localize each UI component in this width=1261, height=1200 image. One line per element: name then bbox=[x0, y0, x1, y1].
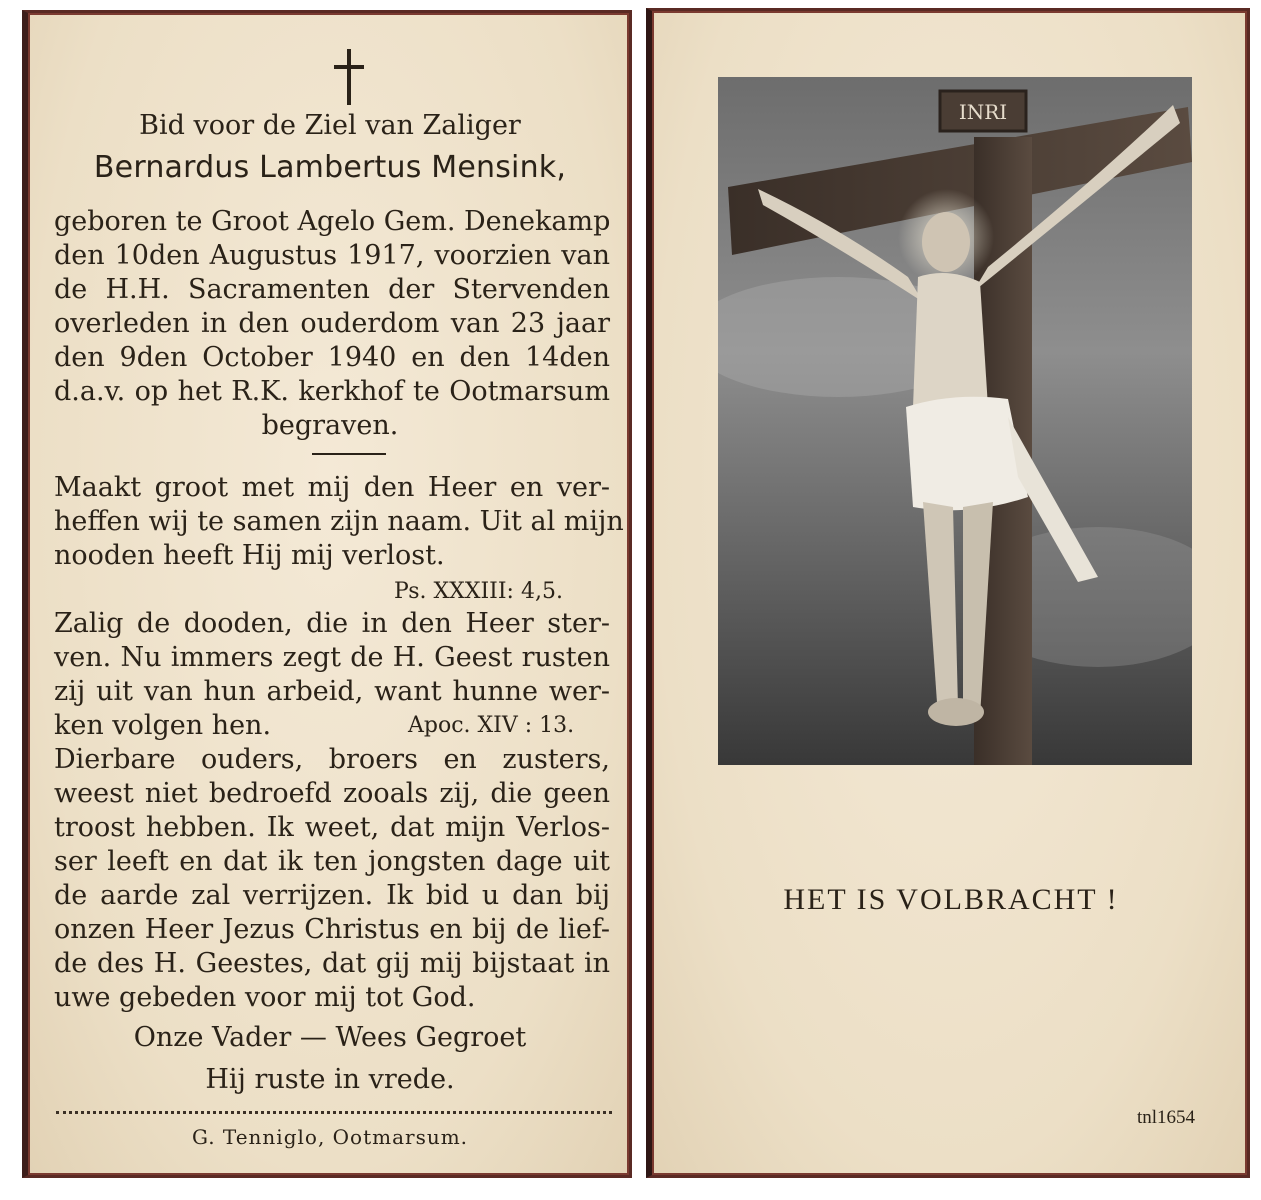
prayer-line: troost hebben. Ik weet, dat mijn Verlos- bbox=[54, 812, 610, 843]
psalm-line: Maakt groot met mij den Heer en ver- bbox=[54, 472, 610, 503]
psalm-reference: Ps. XXXIII: 4,5. bbox=[394, 579, 563, 604]
apoc-line-last: ken volgen hen. bbox=[54, 710, 272, 741]
prayer-line: ser leeft en dat ik ten jongsten dage uit bbox=[54, 846, 610, 877]
bio-line: d.a.v. op het R.K. kerkhof te Ootmarsum bbox=[54, 376, 610, 407]
prayer-line: onzen Heer Jezus Christus en bij de lief- bbox=[54, 914, 610, 945]
apoc-line: ven. Nu immers zegt de H. Geest rusten bbox=[54, 642, 610, 673]
rest-in-peace: Hij ruste in vrede. bbox=[205, 1064, 455, 1095]
bio-line: den 9den October 1940 en den 14den bbox=[54, 342, 610, 373]
memorial-card-image bbox=[646, 8, 1250, 1178]
psalm-line-last: nooden heeft Hij mij verlost. bbox=[54, 540, 445, 571]
divider bbox=[312, 453, 386, 455]
apoc-reference: Apoc. XIV : 13. bbox=[408, 713, 575, 738]
printer-credit: G. Tenniglo, Ootmarsum. bbox=[191, 1125, 469, 1149]
prayer-line-last: uwe gebeden voor mij tot God. bbox=[54, 982, 476, 1013]
archive-id: tnl1654 bbox=[1136, 1107, 1195, 1128]
prayer-line: de aarde zal verrijzen. Ik bid u dan bij bbox=[54, 880, 610, 911]
bio-line-last: begraven. bbox=[261, 410, 399, 441]
deceased-name: Bernardus Lambertus Mensink, bbox=[93, 150, 567, 185]
closing-prayers: Onze Vader — Wees Gegroet bbox=[133, 1022, 527, 1053]
dotted-divider bbox=[56, 1111, 612, 1114]
cross-icon bbox=[334, 49, 364, 105]
bio-line: geboren te Groot Agelo Gem. Denekamp bbox=[54, 206, 611, 237]
prayer-line: de des H. Geestes, dat gij mij bijstaat in bbox=[54, 948, 610, 979]
crucifix-image bbox=[718, 77, 1192, 765]
prayer-line: Dierbare ouders, broers en zusters, bbox=[54, 744, 610, 775]
prayer-line: weest niet bedroefd zooals zij, die geen bbox=[54, 778, 610, 809]
bio-line: den 10den Augustus 1917, voorzien van bbox=[54, 240, 610, 271]
psalm-line: heffen wij te samen zijn naam. Uit al mijn bbox=[54, 506, 624, 537]
inri-plaque: INRI bbox=[958, 100, 1008, 124]
bio-line: de H.H. Sacramenten der Stervenden bbox=[54, 274, 610, 305]
apoc-line: Zalig de dooden, die in den Heer ster- bbox=[54, 608, 610, 639]
memorial-card-text bbox=[22, 10, 632, 1178]
motto-text: HET IS VOLBRACHT ! bbox=[783, 883, 1119, 916]
apoc-line: zij uit van hun arbeid, want hunne wer- bbox=[54, 676, 610, 707]
bio-line: overleden in den ouderdom van 23 jaar bbox=[54, 308, 610, 339]
intro-text: Bid voor de Ziel van Zaliger bbox=[139, 110, 521, 141]
